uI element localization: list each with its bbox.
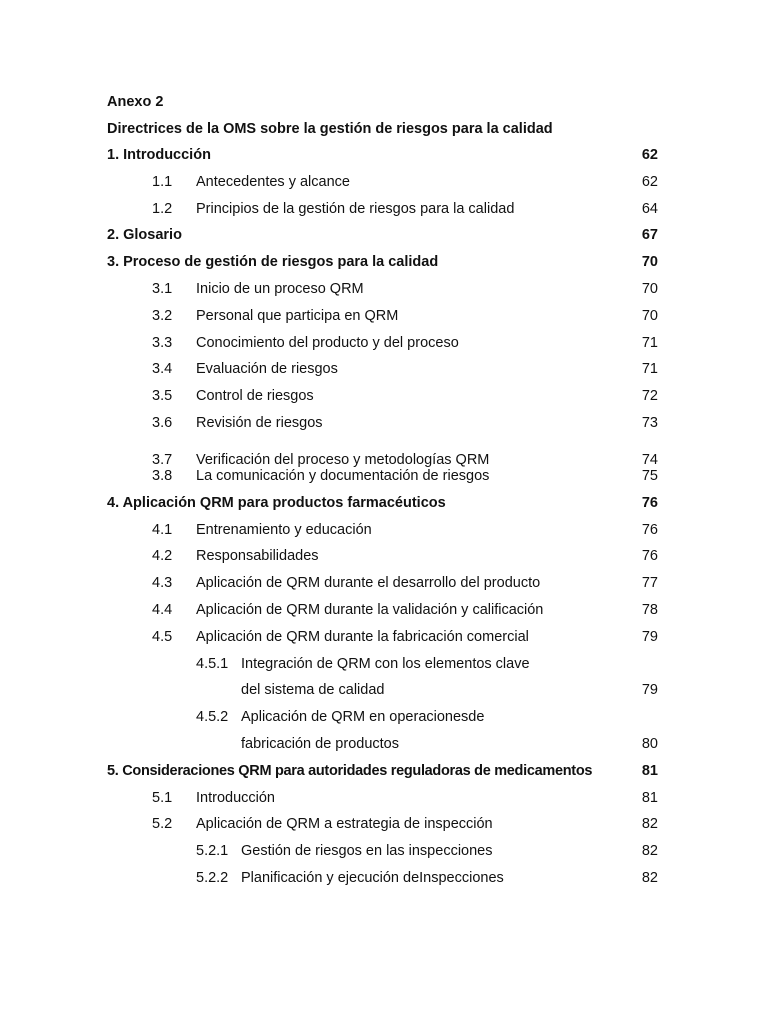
document-page: Anexo 2 Directrices de la OMS sobre la gestión de riesgos para la calidad 1. Introducción 62 1.1 Antecedentes y alcance 62 1.2 Principios de la gestión de riesgos para la calidad 64 2. Glosario 67 3. Proceso de gestión de riesgos para la calidad 70 3.1 Inicio de un proceso QRM 70 3.2 Personal que participa en QRM 70 3.3 Conocimiento del producto y del proceso 71 3.4 Evaluación de riesgos 71 3.5 Control de riesgos 72 3.6 Revisión de riesgos 73 3.7 Verificación del proceso y metodologías QRM 74 3.8 La comunicación y documentación de riesgos 75 4. Aplicación QRM para productos farmacéuticos 76 4.1 Entrenamiento y educación 76 4.2 Responsabilidades 76 4.3 Aplicación de QRM durante el desarrollo del producto 77 4.4 Aplicación de QRM durante la validación y calificación 78 4.5 Aplicación de QRM durante la fabricación comercial 79 4.5.1 Integración de QRM con los elementos clave del sistema de calidad 79 4.5.2 Aplicación de QRM en operacionesde fabricación de productos 80 5. Consideraciones QRM para autoridades reguladoras de medicamentos 81 5.1 Introducción 81 5.2 Aplicación de QRM a estrategia de inspección 82 5.2.1 Gestión de riesgos en las inspecciones 82 5.2.2 Planificación y ejecución deInspecciones 82 xyxy=(107,94,658,886)
